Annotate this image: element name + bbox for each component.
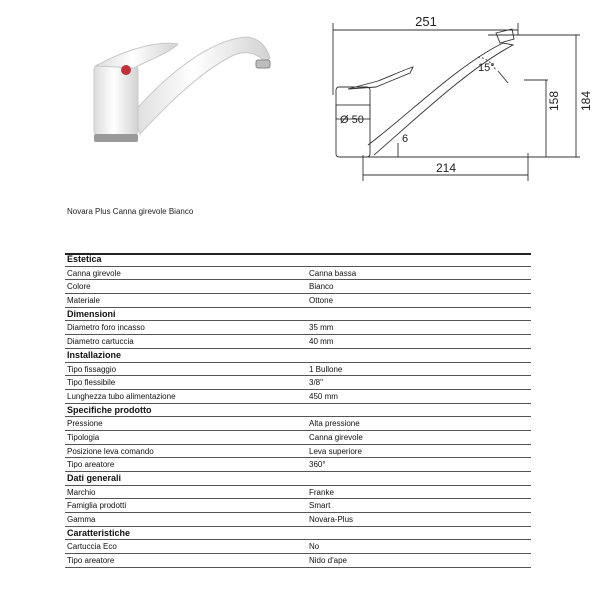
row-value: Canna bassa: [309, 268, 357, 278]
table-row: [65, 513, 531, 527]
table-row: [65, 431, 531, 445]
dim-width: 251: [415, 14, 437, 29]
section-header: [65, 308, 531, 322]
dim-diameter: Ø 50: [340, 114, 364, 126]
table-row: [65, 540, 531, 554]
section-header: [65, 527, 531, 541]
row-value: Leva superiore: [309, 446, 362, 456]
row-label: Marchio: [67, 487, 96, 497]
table-row: [65, 445, 531, 459]
row-label: Tipo flessibile: [67, 378, 116, 388]
row-label: Tipo areatore: [67, 556, 115, 566]
table-row: [65, 499, 531, 513]
dim-angle: 15°: [478, 62, 495, 74]
section-header: [65, 349, 531, 363]
table-row: [65, 321, 531, 335]
row-value: Alta pressione: [309, 419, 360, 429]
table-row: [65, 390, 531, 404]
row-label: Colore: [67, 282, 91, 292]
row-value: Franke: [309, 487, 334, 497]
row-label: Tipo fissaggio: [67, 364, 117, 374]
table-row: [65, 267, 531, 281]
section-title: Dimensioni: [67, 308, 116, 319]
row-label: Cartuccia Eco: [67, 542, 117, 552]
row-value: Novara-Plus: [309, 515, 354, 525]
row-label: Materiale: [67, 296, 100, 306]
faucet-photo: [60, 22, 290, 172]
table-row: [65, 376, 531, 390]
row-label: Tipologia: [67, 432, 100, 442]
section-title: Installazione: [67, 349, 122, 360]
technical-drawing: [318, 5, 600, 195]
table-row: [65, 294, 531, 308]
section-header: [65, 472, 531, 486]
table-row: [65, 486, 531, 500]
table-row: [65, 458, 531, 472]
table-row: [65, 280, 531, 294]
row-label: Diametro cartuccia: [67, 337, 134, 347]
product-caption: Novara Plus Canna girevole Bianco: [67, 207, 194, 216]
row-value: Bianco: [309, 282, 334, 292]
section-header: [65, 253, 531, 267]
row-label: Posizione leva comando: [67, 446, 154, 456]
row-label: Lunghezza tubo alimentazione: [67, 391, 176, 401]
row-label: Pressione: [67, 419, 103, 429]
row-label: Tipo areatore: [67, 460, 115, 470]
section-title: Dati generali: [67, 473, 122, 483]
spec-table: [65, 253, 531, 568]
row-value: 360°: [309, 460, 326, 470]
section-title: Estetica: [67, 254, 102, 264]
dim-reach: 214: [435, 161, 457, 175]
row-value: 3/8": [309, 378, 323, 388]
dim-height-184: 184: [579, 90, 593, 112]
table-row: [65, 417, 531, 431]
row-value: Smart: [309, 501, 331, 511]
dim-height-158: 158: [547, 90, 561, 112]
row-value: 35 mm: [309, 323, 334, 333]
section-title: Caratteristiche: [67, 527, 131, 538]
row-value: Ottone: [309, 296, 334, 306]
row-label: Diametro foro incasso: [67, 323, 145, 333]
row-value: Canna girevole: [309, 432, 363, 442]
row-value: 450 mm: [309, 391, 338, 401]
table-row: [65, 554, 531, 568]
row-value: No: [309, 542, 320, 552]
row-label: Famiglia prodotti: [67, 501, 127, 511]
row-label: Canna girevole: [67, 268, 121, 278]
table-row: [65, 335, 531, 349]
dim-offset: 6: [402, 133, 409, 145]
row-value: 1 Bullone: [309, 364, 343, 374]
section-title: Specifiche prodotto: [67, 404, 152, 415]
table-row: [65, 363, 531, 377]
row-value: 40 mm: [309, 337, 334, 347]
row-label: Gamma: [67, 515, 96, 525]
section-header: [65, 404, 531, 418]
row-value: Nido d'ape: [309, 556, 347, 566]
